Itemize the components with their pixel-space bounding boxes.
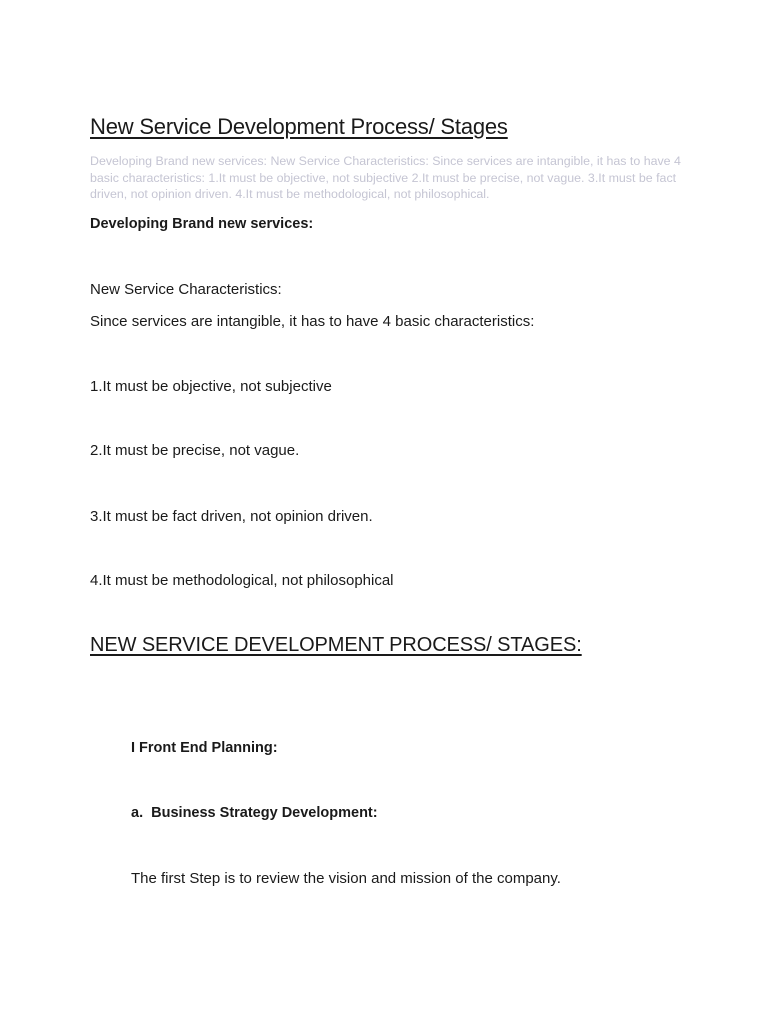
substage-heading: a. Business Strategy Development:	[131, 805, 378, 821]
characteristic-item-3: 3.It must be fact driven, not opinion driven.	[90, 508, 373, 525]
document-summary: Developing Brand new services: New Service Characteristics: Since services are intangible, it has to have 4 basic characteristics: 1.It must be objective, not subjective 2.It must be precise, not vague. 3.It must be fact driven, not opinion driven. 4.It must be methodological, not philosophical.	[90, 154, 681, 201]
characteristics-intro: Since services are intangible, it has to have 4 basic characteristics:	[90, 313, 535, 330]
document-title: New Service Development Process/ Stages	[90, 114, 508, 139]
intro-heading: Developing Brand new services:	[90, 216, 314, 232]
characteristic-item-4: 4.It must be methodological, not philosophical	[90, 572, 394, 589]
characteristic-item-2: 2.It must be precise, not vague.	[90, 442, 300, 459]
characteristics-label: New Service Characteristics:	[90, 281, 282, 298]
substage-text: The first Step is to review the vision and mission of the company.	[131, 870, 561, 887]
characteristic-item-1: 1.It must be objective, not subjective	[90, 378, 332, 395]
stage-heading: I Front End Planning:	[131, 740, 278, 756]
section-heading: NEW SERVICE DEVELOPMENT PROCESS/ STAGES:	[90, 634, 582, 656]
